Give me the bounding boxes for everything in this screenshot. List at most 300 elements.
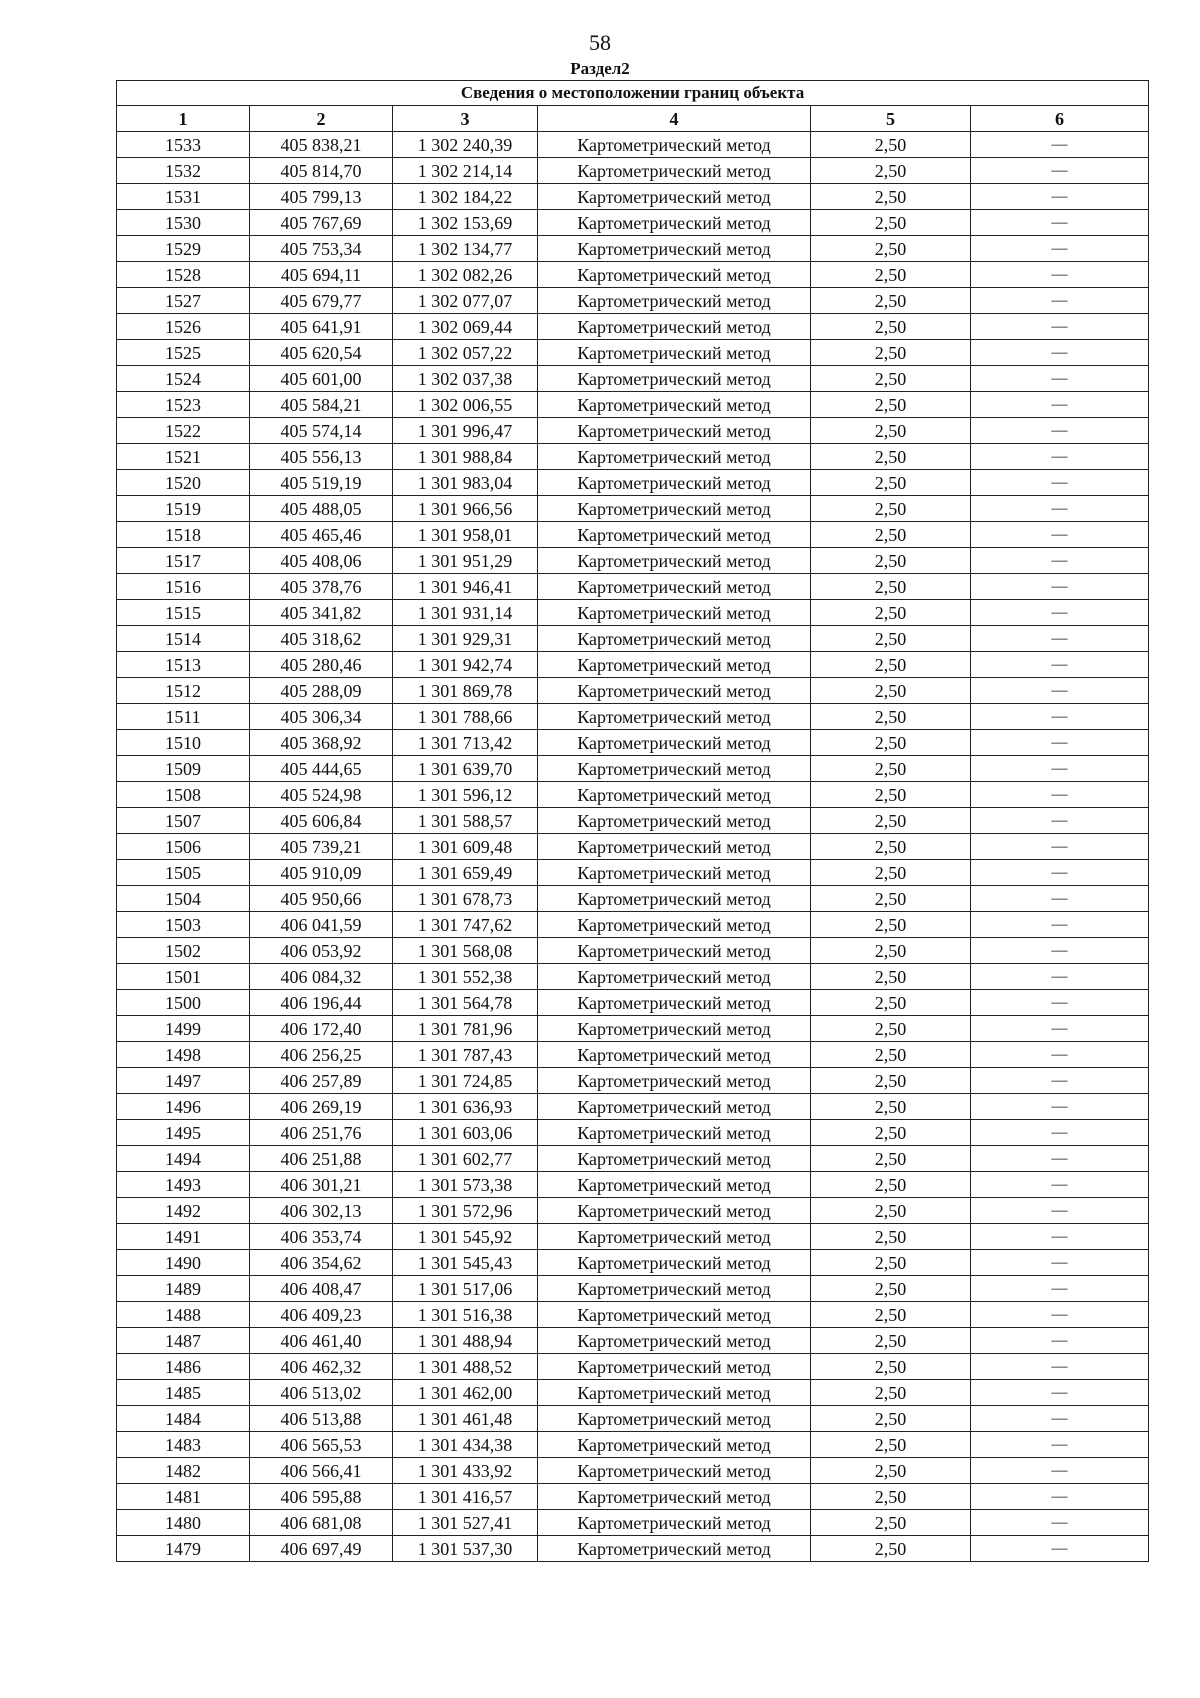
x-coordinate-cell: 406 053,92 — [250, 938, 393, 964]
method-cell: Картометрический метод — [538, 548, 811, 574]
y-coordinate-cell: 1 301 942,74 — [393, 652, 538, 678]
y-coordinate-cell: 1 301 966,56 — [393, 496, 538, 522]
method-cell: Картометрический метод — [538, 288, 811, 314]
accuracy-cell: 2,50 — [811, 548, 971, 574]
accuracy-cell: 2,50 — [811, 834, 971, 860]
point-number-cell: 1528 — [117, 262, 250, 288]
description-cell: — — [971, 1094, 1149, 1120]
method-cell: Картометрический метод — [538, 1380, 811, 1406]
point-number-cell: 1487 — [117, 1328, 250, 1354]
table-row — [117, 496, 1149, 522]
x-coordinate-cell: 405 606,84 — [250, 808, 393, 834]
y-coordinate-cell: 1 301 659,49 — [393, 860, 538, 886]
x-coordinate-cell: 406 681,08 — [250, 1510, 393, 1536]
accuracy-cell: 2,50 — [811, 236, 971, 262]
method-cell: Картометрический метод — [538, 236, 811, 262]
x-coordinate-cell: 406 354,62 — [250, 1250, 393, 1276]
y-coordinate-cell: 1 302 184,22 — [393, 184, 538, 210]
description-cell: — — [971, 1406, 1149, 1432]
x-coordinate-cell: 405 799,13 — [250, 184, 393, 210]
x-coordinate-cell: 405 584,21 — [250, 392, 393, 418]
method-cell: Картометрический метод — [538, 600, 811, 626]
description-cell: — — [971, 1380, 1149, 1406]
description-cell: — — [971, 808, 1149, 834]
method-cell: Картометрический метод — [538, 1250, 811, 1276]
x-coordinate-cell: 405 368,92 — [250, 730, 393, 756]
description-cell: — — [971, 990, 1149, 1016]
table-row — [117, 236, 1149, 262]
method-cell: Картометрический метод — [538, 392, 811, 418]
accuracy-cell: 2,50 — [811, 1068, 971, 1094]
y-coordinate-cell: 1 301 747,62 — [393, 912, 538, 938]
point-number-cell: 1493 — [117, 1172, 250, 1198]
y-coordinate-cell: 1 302 006,55 — [393, 392, 538, 418]
accuracy-cell: 2,50 — [811, 1172, 971, 1198]
y-coordinate-cell: 1 301 983,04 — [393, 470, 538, 496]
accuracy-cell: 2,50 — [811, 1484, 971, 1510]
accuracy-cell: 2,50 — [811, 1276, 971, 1302]
y-coordinate-cell: 1 301 527,41 — [393, 1510, 538, 1536]
accuracy-cell: 2,50 — [811, 626, 971, 652]
table-row — [117, 1198, 1149, 1224]
x-coordinate-cell: 406 256,25 — [250, 1042, 393, 1068]
point-number-cell: 1494 — [117, 1146, 250, 1172]
method-cell: Картометрический метод — [538, 886, 811, 912]
method-cell: Картометрический метод — [538, 1094, 811, 1120]
x-coordinate-cell: 406 565,53 — [250, 1432, 393, 1458]
table-row — [117, 366, 1149, 392]
point-number-cell: 1502 — [117, 938, 250, 964]
method-cell: Картометрический метод — [538, 652, 811, 678]
y-coordinate-cell: 1 301 609,48 — [393, 834, 538, 860]
y-coordinate-cell: 1 302 134,77 — [393, 236, 538, 262]
x-coordinate-cell: 405 753,34 — [250, 236, 393, 262]
table-row — [117, 1484, 1149, 1510]
description-cell: — — [971, 470, 1149, 496]
table-row — [117, 1328, 1149, 1354]
y-coordinate-cell: 1 301 636,93 — [393, 1094, 538, 1120]
accuracy-cell: 2,50 — [811, 938, 971, 964]
table-row — [117, 132, 1149, 158]
description-cell: — — [971, 1536, 1149, 1562]
section-title: Раздел2 — [570, 59, 630, 78]
description-cell: — — [971, 392, 1149, 418]
x-coordinate-cell: 405 519,19 — [250, 470, 393, 496]
point-number-cell: 1531 — [117, 184, 250, 210]
y-coordinate-cell: 1 302 240,39 — [393, 132, 538, 158]
description-cell: — — [971, 1146, 1149, 1172]
x-coordinate-cell: 405 739,21 — [250, 834, 393, 860]
x-coordinate-cell: 406 251,88 — [250, 1146, 393, 1172]
accuracy-cell: 2,50 — [811, 366, 971, 392]
table-row — [117, 652, 1149, 678]
point-number-cell: 1507 — [117, 808, 250, 834]
y-coordinate-cell: 1 301 946,41 — [393, 574, 538, 600]
table-row — [117, 1276, 1149, 1302]
accuracy-cell: 2,50 — [811, 1510, 971, 1536]
x-coordinate-cell: 405 601,00 — [250, 366, 393, 392]
y-coordinate-cell: 1 301 787,43 — [393, 1042, 538, 1068]
x-coordinate-cell: 405 306,34 — [250, 704, 393, 730]
table-row — [117, 1432, 1149, 1458]
table-row — [117, 418, 1149, 444]
method-cell: Картометрический метод — [538, 470, 811, 496]
y-coordinate-cell: 1 302 082,26 — [393, 262, 538, 288]
point-number-cell: 1509 — [117, 756, 250, 782]
table-row — [117, 1224, 1149, 1250]
method-cell: Картометрический метод — [538, 730, 811, 756]
point-number-cell: 1492 — [117, 1198, 250, 1224]
description-cell: — — [971, 964, 1149, 990]
accuracy-cell: 2,50 — [811, 1406, 971, 1432]
table-row — [117, 574, 1149, 600]
method-cell: Картометрический метод — [538, 1354, 811, 1380]
y-coordinate-cell: 1 301 988,84 — [393, 444, 538, 470]
description-cell: — — [971, 834, 1149, 860]
description-cell: — — [971, 1354, 1149, 1380]
method-cell: Картометрический метод — [538, 1042, 811, 1068]
method-cell: Картометрический метод — [538, 1302, 811, 1328]
table-row — [117, 678, 1149, 704]
point-number-cell: 1516 — [117, 574, 250, 600]
method-cell: Картометрический метод — [538, 626, 811, 652]
point-number-cell: 1504 — [117, 886, 250, 912]
y-coordinate-cell: 1 301 603,06 — [393, 1120, 538, 1146]
description-cell: — — [971, 132, 1149, 158]
point-number-cell: 1495 — [117, 1120, 250, 1146]
method-cell: Картометрический метод — [538, 522, 811, 548]
description-cell: — — [971, 262, 1149, 288]
y-coordinate-cell: 1 302 037,38 — [393, 366, 538, 392]
description-cell: — — [971, 1510, 1149, 1536]
x-coordinate-cell: 405 556,13 — [250, 444, 393, 470]
accuracy-cell: 2,50 — [811, 132, 971, 158]
description-cell: — — [971, 1016, 1149, 1042]
table-row — [117, 730, 1149, 756]
table-row — [117, 1172, 1149, 1198]
point-number-cell: 1533 — [117, 132, 250, 158]
table-row — [117, 704, 1149, 730]
method-cell: Картометрический метод — [538, 1146, 811, 1172]
description-cell: — — [971, 1328, 1149, 1354]
y-coordinate-cell: 1 301 869,78 — [393, 678, 538, 704]
y-coordinate-cell: 1 301 545,43 — [393, 1250, 538, 1276]
x-coordinate-cell: 405 694,11 — [250, 262, 393, 288]
x-coordinate-cell: 405 524,98 — [250, 782, 393, 808]
description-cell: — — [971, 912, 1149, 938]
method-cell: Картометрический метод — [538, 496, 811, 522]
point-number-cell: 1508 — [117, 782, 250, 808]
method-cell: Картометрический метод — [538, 1016, 811, 1042]
x-coordinate-cell: 406 353,74 — [250, 1224, 393, 1250]
accuracy-cell: 2,50 — [811, 1016, 971, 1042]
point-number-cell: 1522 — [117, 418, 250, 444]
y-coordinate-cell: 1 301 433,92 — [393, 1458, 538, 1484]
y-coordinate-cell: 1 301 568,08 — [393, 938, 538, 964]
table-row — [117, 158, 1149, 184]
description-cell: — — [971, 678, 1149, 704]
method-cell: Картометрический метод — [538, 834, 811, 860]
column-header: 2 — [250, 106, 393, 132]
y-coordinate-cell: 1 301 931,14 — [393, 600, 538, 626]
method-cell: Картометрический метод — [538, 1120, 811, 1146]
point-number-cell: 1518 — [117, 522, 250, 548]
y-coordinate-cell: 1 301 416,57 — [393, 1484, 538, 1510]
accuracy-cell: 2,50 — [811, 1536, 971, 1562]
point-number-cell: 1526 — [117, 314, 250, 340]
x-coordinate-cell: 406 462,32 — [250, 1354, 393, 1380]
table-row — [117, 1146, 1149, 1172]
table-row — [117, 912, 1149, 938]
y-coordinate-cell: 1 301 462,00 — [393, 1380, 538, 1406]
x-coordinate-cell: 406 257,89 — [250, 1068, 393, 1094]
description-cell: — — [971, 1302, 1149, 1328]
method-cell: Картометрический метод — [538, 1068, 811, 1094]
point-number-cell: 1525 — [117, 340, 250, 366]
accuracy-cell: 2,50 — [811, 574, 971, 600]
description-cell: — — [971, 756, 1149, 782]
x-coordinate-cell: 405 767,69 — [250, 210, 393, 236]
method-cell: Картометрический метод — [538, 1536, 811, 1562]
point-number-cell: 1520 — [117, 470, 250, 496]
point-number-cell: 1510 — [117, 730, 250, 756]
x-coordinate-cell: 406 566,41 — [250, 1458, 393, 1484]
table-row — [117, 834, 1149, 860]
accuracy-cell: 2,50 — [811, 262, 971, 288]
description-cell: — — [971, 314, 1149, 340]
method-cell: Картометрический метод — [538, 704, 811, 730]
point-number-cell: 1529 — [117, 236, 250, 262]
method-cell: Картометрический метод — [538, 1458, 811, 1484]
table-row — [117, 990, 1149, 1016]
point-number-cell: 1479 — [117, 1536, 250, 1562]
accuracy-cell: 2,50 — [811, 704, 971, 730]
method-cell: Картометрический метод — [538, 1224, 811, 1250]
description-cell: — — [971, 158, 1149, 184]
y-coordinate-cell: 1 301 488,94 — [393, 1328, 538, 1354]
method-cell: Картометрический метод — [538, 938, 811, 964]
y-coordinate-cell: 1 301 639,70 — [393, 756, 538, 782]
method-cell: Картометрический метод — [538, 782, 811, 808]
coordinates-table — [116, 80, 1149, 1562]
table-row — [117, 1120, 1149, 1146]
x-coordinate-cell: 406 302,13 — [250, 1198, 393, 1224]
x-coordinate-cell: 405 465,46 — [250, 522, 393, 548]
method-cell: Картометрический метод — [538, 314, 811, 340]
accuracy-cell: 2,50 — [811, 522, 971, 548]
point-number-cell: 1515 — [117, 600, 250, 626]
method-cell: Картометрический метод — [538, 418, 811, 444]
method-cell: Картометрический метод — [538, 210, 811, 236]
y-coordinate-cell: 1 301 788,66 — [393, 704, 538, 730]
x-coordinate-cell: 405 679,77 — [250, 288, 393, 314]
description-cell: — — [971, 1484, 1149, 1510]
description-cell: — — [971, 288, 1149, 314]
x-coordinate-cell: 405 910,09 — [250, 860, 393, 886]
accuracy-cell: 2,50 — [811, 912, 971, 938]
column-header: 6 — [971, 106, 1149, 132]
point-number-cell: 1485 — [117, 1380, 250, 1406]
y-coordinate-cell: 1 301 713,42 — [393, 730, 538, 756]
accuracy-cell: 2,50 — [811, 392, 971, 418]
accuracy-cell: 2,50 — [811, 808, 971, 834]
table-caption-row — [117, 81, 1149, 106]
table-row — [117, 1094, 1149, 1120]
table-row — [117, 1536, 1149, 1562]
y-coordinate-cell: 1 301 537,30 — [393, 1536, 538, 1562]
point-number-cell: 1499 — [117, 1016, 250, 1042]
x-coordinate-cell: 406 409,23 — [250, 1302, 393, 1328]
x-coordinate-cell: 405 408,06 — [250, 548, 393, 574]
table-row — [117, 964, 1149, 990]
table-row — [117, 548, 1149, 574]
point-number-cell: 1491 — [117, 1224, 250, 1250]
point-number-cell: 1527 — [117, 288, 250, 314]
accuracy-cell: 2,50 — [811, 1250, 971, 1276]
accuracy-cell: 2,50 — [811, 782, 971, 808]
x-coordinate-cell: 405 280,46 — [250, 652, 393, 678]
point-number-cell: 1506 — [117, 834, 250, 860]
method-cell: Картометрический метод — [538, 964, 811, 990]
y-coordinate-cell: 1 301 461,48 — [393, 1406, 538, 1432]
point-number-cell: 1511 — [117, 704, 250, 730]
table-row — [117, 1406, 1149, 1432]
y-coordinate-cell: 1 301 434,38 — [393, 1432, 538, 1458]
description-cell: — — [971, 1432, 1149, 1458]
x-coordinate-cell: 405 288,09 — [250, 678, 393, 704]
point-number-cell: 1512 — [117, 678, 250, 704]
description-cell: — — [971, 522, 1149, 548]
y-coordinate-cell: 1 301 996,47 — [393, 418, 538, 444]
accuracy-cell: 2,50 — [811, 210, 971, 236]
point-number-cell: 1483 — [117, 1432, 250, 1458]
table-row — [117, 1354, 1149, 1380]
point-number-cell: 1501 — [117, 964, 250, 990]
method-cell: Картометрический метод — [538, 262, 811, 288]
accuracy-cell: 2,50 — [811, 496, 971, 522]
method-cell: Картометрический метод — [538, 1198, 811, 1224]
description-cell: — — [971, 1120, 1149, 1146]
x-coordinate-cell: 406 595,88 — [250, 1484, 393, 1510]
description-cell: — — [971, 1068, 1149, 1094]
description-cell: — — [971, 184, 1149, 210]
y-coordinate-cell: 1 301 958,01 — [393, 522, 538, 548]
table-row — [117, 1302, 1149, 1328]
accuracy-cell: 2,50 — [811, 1458, 971, 1484]
description-cell: — — [971, 652, 1149, 678]
accuracy-cell: 2,50 — [811, 1354, 971, 1380]
table-row — [117, 1016, 1149, 1042]
x-coordinate-cell: 406 697,49 — [250, 1536, 393, 1562]
y-coordinate-cell: 1 301 602,77 — [393, 1146, 538, 1172]
x-coordinate-cell: 405 444,65 — [250, 756, 393, 782]
table-row — [117, 1458, 1149, 1484]
table-row — [117, 600, 1149, 626]
x-coordinate-cell: 406 041,59 — [250, 912, 393, 938]
description-cell: — — [971, 1172, 1149, 1198]
column-header: 5 — [811, 106, 971, 132]
y-coordinate-cell: 1 301 781,96 — [393, 1016, 538, 1042]
table-row — [117, 210, 1149, 236]
point-number-cell: 1519 — [117, 496, 250, 522]
table-row — [117, 314, 1149, 340]
point-number-cell: 1521 — [117, 444, 250, 470]
y-coordinate-cell: 1 302 214,14 — [393, 158, 538, 184]
x-coordinate-cell: 405 378,76 — [250, 574, 393, 600]
table-row — [117, 522, 1149, 548]
point-number-cell: 1513 — [117, 652, 250, 678]
method-cell: Картометрический метод — [538, 860, 811, 886]
x-coordinate-cell: 406 196,44 — [250, 990, 393, 1016]
method-cell: Картометрический метод — [538, 1432, 811, 1458]
x-coordinate-cell: 405 574,14 — [250, 418, 393, 444]
point-number-cell: 1481 — [117, 1484, 250, 1510]
accuracy-cell: 2,50 — [811, 1224, 971, 1250]
accuracy-cell: 2,50 — [811, 756, 971, 782]
description-cell: — — [971, 1250, 1149, 1276]
description-cell: — — [971, 1458, 1149, 1484]
accuracy-cell: 2,50 — [811, 600, 971, 626]
table-row — [117, 392, 1149, 418]
point-number-cell: 1488 — [117, 1302, 250, 1328]
table-row — [117, 1042, 1149, 1068]
description-cell: — — [971, 626, 1149, 652]
y-coordinate-cell: 1 301 951,29 — [393, 548, 538, 574]
accuracy-cell: 2,50 — [811, 184, 971, 210]
accuracy-cell: 2,50 — [811, 1302, 971, 1328]
table-row — [117, 1250, 1149, 1276]
table-row — [117, 1380, 1149, 1406]
point-number-cell: 1497 — [117, 1068, 250, 1094]
x-coordinate-cell: 405 318,62 — [250, 626, 393, 652]
point-number-cell: 1514 — [117, 626, 250, 652]
x-coordinate-cell: 406 408,47 — [250, 1276, 393, 1302]
accuracy-cell: 2,50 — [811, 1146, 971, 1172]
table-row — [117, 288, 1149, 314]
x-coordinate-cell: 405 838,21 — [250, 132, 393, 158]
table-row — [117, 808, 1149, 834]
accuracy-cell: 2,50 — [811, 1042, 971, 1068]
y-coordinate-cell: 1 301 678,73 — [393, 886, 538, 912]
column-header: 1 — [117, 106, 250, 132]
point-number-cell: 1532 — [117, 158, 250, 184]
accuracy-cell: 2,50 — [811, 886, 971, 912]
description-cell: — — [971, 1276, 1149, 1302]
column-header: 4 — [538, 106, 811, 132]
y-coordinate-cell: 1 302 153,69 — [393, 210, 538, 236]
column-header: 3 — [393, 106, 538, 132]
y-coordinate-cell: 1 302 077,07 — [393, 288, 538, 314]
table-row — [117, 782, 1149, 808]
page-number: 58 — [589, 30, 611, 55]
description-cell: — — [971, 574, 1149, 600]
method-cell: Картометрический метод — [538, 1484, 811, 1510]
point-number-cell: 1500 — [117, 990, 250, 1016]
description-cell: — — [971, 444, 1149, 470]
x-coordinate-cell: 405 341,82 — [250, 600, 393, 626]
y-coordinate-cell: 1 301 588,57 — [393, 808, 538, 834]
table-row — [117, 938, 1149, 964]
method-cell: Картометрический метод — [538, 158, 811, 184]
y-coordinate-cell: 1 301 596,12 — [393, 782, 538, 808]
point-number-cell: 1482 — [117, 1458, 250, 1484]
y-coordinate-cell: 1 301 724,85 — [393, 1068, 538, 1094]
y-coordinate-cell: 1 301 516,38 — [393, 1302, 538, 1328]
y-coordinate-cell: 1 301 572,96 — [393, 1198, 538, 1224]
description-cell: — — [971, 1224, 1149, 1250]
x-coordinate-cell: 405 814,70 — [250, 158, 393, 184]
point-number-cell: 1523 — [117, 392, 250, 418]
